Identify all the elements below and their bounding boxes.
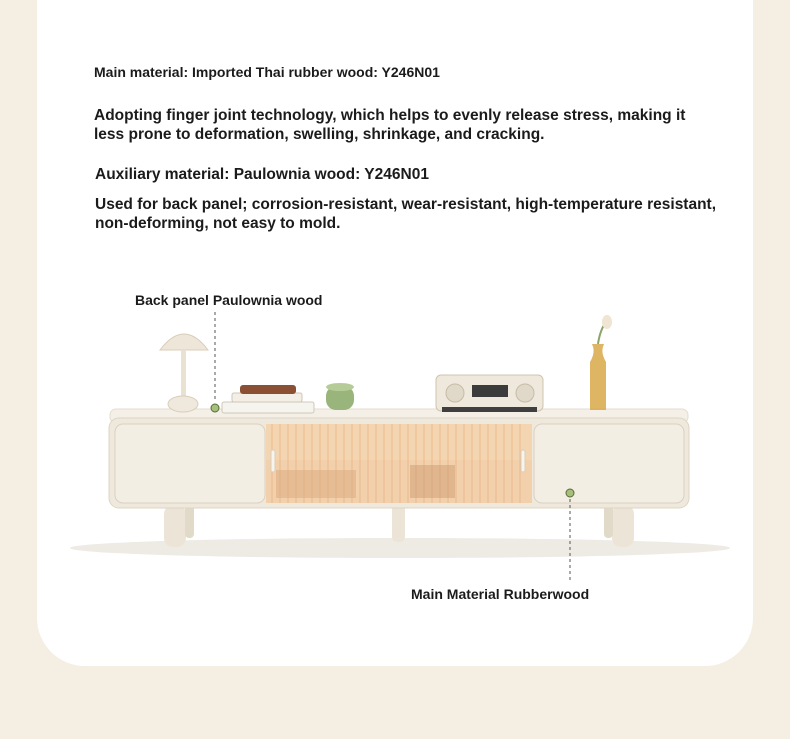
inner-books: [276, 470, 356, 498]
door-handle: [521, 450, 525, 472]
lamp-base: [168, 396, 198, 412]
book: [240, 385, 296, 394]
cabinet-leg: [392, 505, 405, 542]
cabinet-leg: [164, 505, 186, 547]
cabinet-leg: [612, 505, 634, 547]
green-cup-rim: [326, 383, 354, 391]
main-material-callout: Main Material Rubberwood: [411, 586, 590, 602]
vase: [590, 344, 606, 410]
door-handle: [271, 450, 275, 472]
book: [222, 402, 314, 413]
radio-speaker: [516, 384, 534, 402]
radio-base: [442, 407, 537, 412]
cabinet-leg: [604, 505, 613, 538]
left-drawer: [115, 424, 265, 503]
cabinet-leg: [185, 505, 194, 538]
back-panel-callout: Back panel Paulownia wood: [135, 292, 323, 308]
flower: [602, 315, 612, 329]
radio-display: [472, 385, 508, 397]
glass-door-highlight: [266, 424, 532, 460]
lamp-stem: [181, 350, 186, 400]
lamp-shade: [160, 334, 208, 350]
inner-box: [410, 465, 455, 498]
main-material-heading: Main material: Imported Thai rubber wood: Y246N01: [94, 64, 440, 80]
book: [232, 393, 302, 402]
back-panel-marker: [211, 404, 219, 412]
aux-material-description: Used for back panel; corrosion-resistant, wear-resistant, high-temperature resistant, non-deforming, not easy to mold.: [95, 196, 717, 232]
main-material-description: Adopting finger joint technology, which helps to evenly release stress, making it less prone to deformation, swelling, shrinkage, and cracking.: [94, 107, 686, 143]
right-drawer: [534, 424, 684, 503]
main-material-marker: [566, 489, 574, 497]
aux-material-heading: Auxiliary material: Paulownia wood: Y246N01: [95, 166, 429, 183]
radio-speaker: [446, 384, 464, 402]
